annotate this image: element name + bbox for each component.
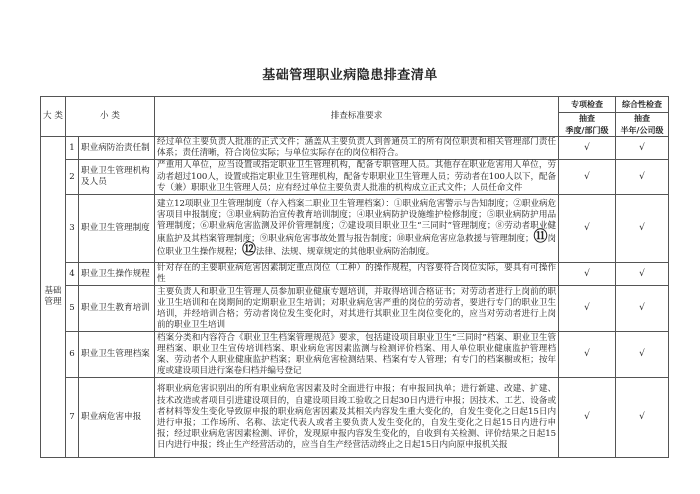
row-subcategory: 职业病防治责任制 — [79, 137, 155, 160]
table-row — [41, 195, 669, 263]
row-subcategory: 职业卫生管理档案 — [79, 332, 155, 378]
row-number: 6 — [66, 332, 79, 378]
category-cell: 基础管理 — [41, 137, 66, 458]
row-number: 1 — [66, 137, 79, 160]
row-comp-check: √ — [616, 263, 669, 286]
row-standard: 建立12项职业卫生管理制度（存入档案二职业卫生管理档案）：①职业病危害警示与告知制度；②职业病危害项目申报制度；③职业病防治宣传教育培训制度；④职业病防护设施维护检修制度；⑤职业病防护用品管理制度；⑥职业病危害监测及评价管理制度；⑦建设项目职业卫生“三同时”管理制度；⑧劳动者职业健康监护及其档案管理制度；⑨职业病危害事故处置与报告制度；⑩职业病危害应急救援与管理制度；⑪岗位职业卫生操作规程；⑫法律、法规、规章规定的其他职业病防治制度。 — [155, 195, 559, 263]
row-comp-check: √ — [616, 332, 669, 378]
header-comp-frequency: 抽查 半年/公司级 — [616, 113, 669, 137]
row-special-check: √ — [559, 137, 616, 160]
row-number: 2 — [66, 160, 79, 195]
row-subcategory: 职业卫生操作规程 — [79, 263, 155, 286]
row-comp-check: √ — [616, 137, 669, 160]
page-title: 基础管理职业病隐患排查清单 — [262, 68, 438, 83]
header-special: 专项检查 — [559, 97, 616, 113]
row-number: 5 — [66, 286, 79, 332]
table-row — [41, 378, 669, 458]
table-row — [41, 137, 669, 160]
header-sub: 小 类 — [66, 97, 155, 137]
table-row — [41, 332, 669, 378]
row-standard: 严重用人单位，应当设置或指定职业卫生管理机构，配备专职管理人员。其他存在职业危害用人单位，劳动者超过100人，设置或指定职业卫生管理机构，配备专职职业卫生管理人员；劳动者在100人以下，配备专（兼）职职业卫生管理人员；应有经过单位主要负责人批准的机构成立正式文件；人员任命文件 — [155, 160, 559, 195]
row-subcategory: 职业卫生管理制度 — [79, 195, 155, 263]
row-standard: 经过单位主要负责人批准的正式文件；涵盖从主要负责人到普通员工的所有岗位职责和相关管理部门责任体系；责任清晰，符合岗位实际；与单位实际存在的岗位相符合。 — [155, 137, 559, 160]
row-standard: 档案分类和内容符合《职业卫生档案管理规范》要求，包括建设项目职业卫生“三同时”档案、职业卫生管理档案、职业卫生宣传培训档案、职业病危害因素监测与检测评价档案、用人单位职业健康监护管理档案、劳动者个人职业健康监护档案；职业病危害检测结果、档案有专人管理；有专门的档案橱或柜；按年度或建设项目进行案卷归档并编号登记 — [155, 332, 559, 378]
row-comp-check: √ — [616, 378, 669, 458]
row-special-check: √ — [559, 332, 616, 378]
table-row — [41, 263, 669, 286]
header-category: 大 类 — [41, 97, 66, 137]
row-special-check: √ — [559, 286, 616, 332]
row-comp-check: √ — [616, 195, 669, 263]
row-subcategory: 职业卫生教育培训 — [79, 286, 155, 332]
row-subcategory: 职业卫生管理机构及人员 — [79, 160, 155, 195]
row-comp-check: √ — [616, 160, 669, 195]
header-special-frequency: 抽查 季度/部门级 — [559, 113, 616, 137]
header-comprehensive: 综合性检查 — [616, 97, 669, 113]
row-standard: 主要负责人和职业卫生管理人员参加职业健康专题培训，并取得培训合格证书；对劳动者进行上岗前的职业卫生培训和在岗期间的定期职业卫生培训；对职业病危害严重的岗位的劳动者，要进行专门的职业卫生培训，并经培训合格；劳动者岗位发生变化时，对其进行其职业卫生岗位变化的，应当对劳动者进行上岗前的职业卫生培训 — [155, 286, 559, 332]
row-number: 3 — [66, 195, 79, 263]
row-subcategory: 职业病危害申报 — [79, 378, 155, 458]
row-number: 4 — [66, 263, 79, 286]
row-special-check: √ — [559, 160, 616, 195]
row-number: 7 — [66, 378, 79, 458]
row-standard: 针对存在的主要职业病危害因素制定重点岗位（工种）的操作规程，内容要符合岗位实际，要具有可操作性 — [155, 263, 559, 286]
row-special-check: √ — [559, 378, 616, 458]
row-special-check: √ — [559, 263, 616, 286]
header-standard: 排查标准要求 — [155, 97, 559, 137]
table-row — [41, 160, 669, 195]
row-comp-check: √ — [616, 286, 669, 332]
row-special-check: √ — [559, 195, 616, 263]
table-row — [41, 286, 669, 332]
row-standard: 将职业病危害识别出的所有职业病危害因素及时全面进行申报；有申报回执单；进行新建、改建、扩建、技术改造或者项目引进建设项目的，自建设项目竣工验收之日起30日内进行申报；因技术、工艺、设备或者材料等发生变化导致原申报的职业病危害因素及其相关内容发生重大变化的，自发生变化之日起15日内进行申报；工作场所、名称、法定代表人或者主要负责人发生变化的，自发生变化之日起15日内进行申报；经过职业病危害因素检测、评价，发现原申报内容发生变化的，自收到有关检测、评价结果之日起15日内进行申报；终止生产经营活动的，应当自生产经营活动终止之日起15日内向原申报机关报 — [155, 378, 559, 458]
checklist-table — [40, 96, 669, 458]
